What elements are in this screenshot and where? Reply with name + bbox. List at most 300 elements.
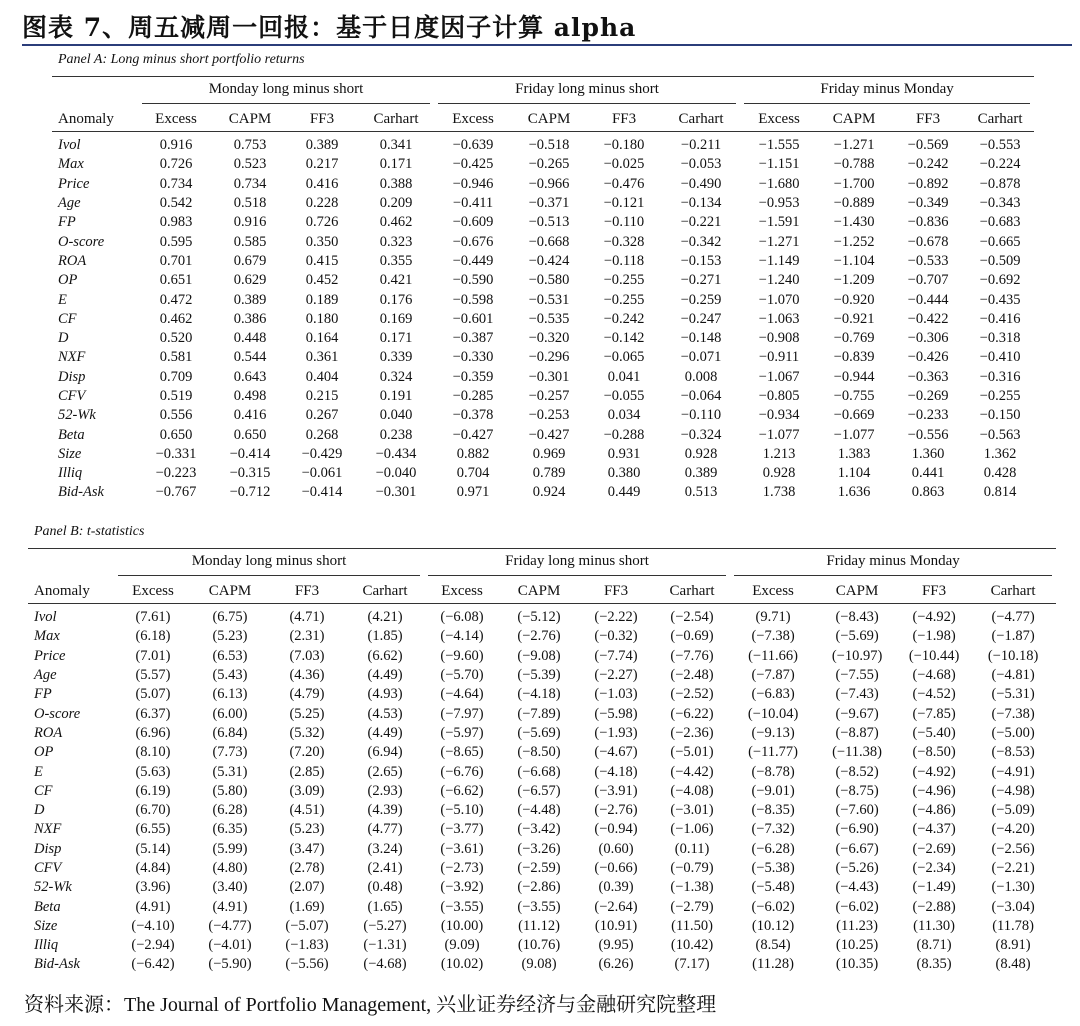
table-cell: −0.328 bbox=[603, 233, 645, 250]
table-cell: (5.25) bbox=[289, 705, 325, 722]
table-cell: (9.09) bbox=[444, 937, 480, 954]
table-cell: 0.753 bbox=[233, 137, 267, 154]
table-cell: −1.700 bbox=[833, 175, 875, 192]
table-cell: −1.151 bbox=[758, 156, 800, 173]
table-cell: (−4.37) bbox=[912, 821, 956, 838]
table-cell: (10.02) bbox=[440, 956, 484, 973]
table-cell: (−5.09) bbox=[991, 802, 1035, 819]
table-cell: (−0.79) bbox=[670, 860, 714, 876]
table-row bbox=[52, 425, 1034, 444]
table-row bbox=[28, 955, 1056, 974]
column-header: Excess bbox=[434, 107, 512, 132]
table-cell: −1.271 bbox=[833, 137, 875, 154]
table-cell: −0.836 bbox=[907, 214, 949, 231]
table-cell: −0.061 bbox=[301, 465, 343, 482]
table-cell: (−3.01) bbox=[670, 802, 714, 819]
anomaly-label: NXF bbox=[34, 821, 62, 838]
table-cell: −0.946 bbox=[452, 175, 494, 192]
table-cell: −0.259 bbox=[680, 291, 722, 308]
panel-a-group-row bbox=[52, 77, 1034, 108]
table-cell: −0.180 bbox=[603, 137, 645, 154]
table-cell: (3.24) bbox=[367, 840, 403, 857]
table-cell: (−5.98) bbox=[594, 705, 638, 722]
panel-a-title: Panel A: Long minus short portfolio returns bbox=[58, 52, 305, 67]
table-cell: (0.60) bbox=[598, 840, 634, 857]
column-header: Excess bbox=[138, 107, 214, 132]
anomaly-label: D bbox=[58, 330, 69, 347]
table-cell: (−2.76) bbox=[594, 802, 638, 819]
table-cell: (−4.64) bbox=[440, 686, 484, 703]
table-cell: 0.519 bbox=[159, 388, 193, 404]
table-cell: (−5.90) bbox=[208, 956, 252, 973]
table-cell: (6.96) bbox=[135, 724, 171, 741]
table-cell: (2.31) bbox=[289, 628, 325, 645]
table-cell: (−0.32) bbox=[594, 628, 638, 645]
table-row bbox=[28, 647, 1056, 666]
table-cell: 0.452 bbox=[305, 272, 339, 289]
anomaly-label: Max bbox=[34, 628, 60, 645]
table-cell: (−6.90) bbox=[835, 821, 879, 838]
table-cell: −0.944 bbox=[833, 368, 875, 385]
table-cell: 0.462 bbox=[159, 310, 193, 327]
table-cell: (7.03) bbox=[289, 647, 325, 664]
table-cell: (−2.79) bbox=[670, 898, 714, 915]
anomaly-label: CF bbox=[58, 310, 77, 327]
table-cell: 0.472 bbox=[159, 291, 193, 308]
table-cell: 0.650 bbox=[233, 426, 267, 443]
table-cell: 0.421 bbox=[379, 272, 413, 289]
table-cell: (5.14) bbox=[135, 840, 171, 857]
table-cell: (−4.98) bbox=[991, 782, 1035, 799]
anomaly-label: D bbox=[34, 802, 45, 819]
table-cell: −0.142 bbox=[603, 330, 645, 347]
panel-a bbox=[52, 52, 1034, 503]
table-cell: (−5.40) bbox=[912, 724, 956, 741]
table-cell: (−2.22) bbox=[594, 609, 638, 626]
table-cell: 0.462 bbox=[379, 214, 413, 231]
table-cell: −0.055 bbox=[603, 388, 645, 404]
column-header: CAPM bbox=[512, 107, 586, 132]
table-cell: (4.77) bbox=[367, 821, 403, 838]
table-cell: (8.10) bbox=[135, 744, 171, 761]
table-cell: −0.040 bbox=[375, 465, 417, 482]
table-cell: (11.78) bbox=[992, 917, 1034, 934]
table-cell: −0.518 bbox=[528, 137, 570, 154]
table-cell: 0.388 bbox=[379, 175, 413, 192]
table-cell: 0.734 bbox=[233, 175, 267, 192]
table-cell: (5.32) bbox=[289, 724, 325, 741]
table-cell: (−11.66) bbox=[748, 647, 798, 664]
table-cell: (10.12) bbox=[751, 917, 795, 934]
table-cell: (−10.97) bbox=[831, 647, 883, 664]
table-cell: −0.150 bbox=[979, 407, 1021, 424]
table-cell: −0.908 bbox=[758, 330, 800, 347]
table-cell: (−8.43) bbox=[835, 609, 879, 626]
table-cell: (−7.38) bbox=[991, 705, 1035, 722]
column-header: Carhart bbox=[966, 107, 1034, 132]
table-row bbox=[28, 685, 1056, 704]
anomaly-label: Price bbox=[58, 175, 90, 192]
table-row bbox=[52, 132, 1034, 156]
table-cell: −0.242 bbox=[907, 156, 949, 173]
column-header: CAPM bbox=[214, 107, 286, 132]
table-cell: (−5.27) bbox=[363, 917, 407, 934]
table-cell: (−5.31) bbox=[991, 686, 1035, 703]
column-header: Anomaly bbox=[52, 107, 138, 132]
table-cell: −0.580 bbox=[528, 272, 570, 289]
table-cell: (−1.87) bbox=[991, 628, 1035, 645]
table-cell: −1.070 bbox=[758, 291, 800, 308]
table-cell: (−5.97) bbox=[440, 724, 484, 741]
table-cell: (−2.54) bbox=[670, 609, 714, 626]
table-cell: (−5.07) bbox=[285, 917, 329, 934]
anomaly-label: FP bbox=[34, 686, 52, 703]
anomaly-label: Ivol bbox=[58, 137, 81, 154]
title-rule bbox=[22, 44, 1072, 46]
table-cell: (11.28) bbox=[752, 956, 794, 973]
table-cell: (−9.08) bbox=[517, 647, 561, 664]
table-cell: 0.448 bbox=[233, 330, 267, 347]
panel-a-group-label: Friday long minus short bbox=[434, 77, 740, 108]
column-header: FF3 bbox=[890, 107, 966, 132]
table-cell: (−4.48) bbox=[517, 802, 561, 819]
table-cell: −0.025 bbox=[603, 156, 645, 173]
table-cell: (−6.02) bbox=[751, 898, 795, 915]
table-cell: 1.104 bbox=[837, 465, 871, 482]
column-header: Anomaly bbox=[28, 579, 114, 604]
table-cell: (−5.00) bbox=[991, 724, 1035, 741]
anomaly-label: Illiq bbox=[34, 937, 59, 954]
table-cell: 0.386 bbox=[233, 310, 267, 327]
table-cell: 1.360 bbox=[911, 445, 945, 462]
column-header: CAPM bbox=[192, 579, 268, 604]
column-header: Carhart bbox=[970, 579, 1056, 604]
table-cell: (−6.68) bbox=[517, 763, 561, 780]
table-cell: (−4.91) bbox=[991, 763, 1035, 780]
table-row bbox=[28, 743, 1056, 762]
table-cell: (−7.43) bbox=[835, 686, 879, 703]
anomaly-label: Age bbox=[34, 667, 57, 684]
table-cell: (−3.42) bbox=[517, 821, 561, 838]
table-cell: (8.35) bbox=[916, 956, 952, 973]
table-row bbox=[52, 252, 1034, 271]
table-cell: (−5.38) bbox=[751, 860, 795, 876]
table-row bbox=[28, 936, 1056, 955]
table-cell: (−8.65) bbox=[440, 744, 484, 761]
table-cell: (5.23) bbox=[212, 628, 248, 645]
table-cell: −0.435 bbox=[979, 291, 1021, 308]
table-cell: −0.535 bbox=[528, 310, 570, 327]
table-cell: (−3.55) bbox=[517, 898, 561, 915]
table-cell: (7.73) bbox=[212, 744, 248, 761]
table-cell: −0.110 bbox=[603, 214, 645, 231]
table-cell: (−8.75) bbox=[835, 782, 879, 799]
table-cell: −0.269 bbox=[907, 388, 949, 404]
table-cell: 0.416 bbox=[233, 407, 267, 424]
table-cell: (8.48) bbox=[995, 956, 1031, 973]
table-cell: −0.416 bbox=[979, 310, 1021, 327]
table-cell: (−4.92) bbox=[912, 763, 956, 780]
table-cell: (6.84) bbox=[212, 724, 248, 741]
table-cell: (−4.52) bbox=[912, 686, 956, 703]
table-cell: (6.19) bbox=[135, 782, 171, 799]
column-header: CAPM bbox=[500, 579, 578, 604]
table-cell: −0.296 bbox=[528, 349, 570, 366]
table-cell: −0.315 bbox=[229, 465, 271, 482]
table-cell: −0.414 bbox=[301, 484, 343, 501]
panel-a-body bbox=[52, 132, 1034, 503]
table-row bbox=[52, 483, 1034, 502]
table-cell: (−5.56) bbox=[285, 956, 329, 973]
table-cell: −0.148 bbox=[680, 330, 722, 347]
panel-b-body bbox=[28, 604, 1056, 975]
table-cell: (−2.88) bbox=[912, 898, 956, 915]
table-cell: (9.95) bbox=[598, 937, 634, 954]
table-cell: (6.37) bbox=[135, 705, 171, 722]
table-row bbox=[52, 329, 1034, 348]
table-cell: (4.91) bbox=[135, 898, 171, 915]
table-cell: (−4.77) bbox=[208, 917, 252, 934]
table-cell: 0.389 bbox=[305, 137, 339, 154]
table-cell: −0.921 bbox=[833, 310, 875, 327]
table-cell: 0.863 bbox=[911, 484, 945, 501]
table-cell: (4.39) bbox=[367, 802, 403, 819]
table-cell: (0.39) bbox=[598, 879, 634, 896]
table-cell: (9.08) bbox=[521, 956, 557, 973]
table-cell: (−2.21) bbox=[991, 860, 1035, 876]
table-cell: (−3.61) bbox=[440, 840, 484, 857]
table-cell: (−4.14) bbox=[440, 628, 484, 645]
table-cell: (−10.44) bbox=[908, 647, 960, 664]
table-cell: 0.034 bbox=[607, 407, 641, 424]
table-cell: (0.11) bbox=[674, 840, 710, 857]
table-cell: (−4.68) bbox=[363, 956, 407, 973]
table-cell: (4.53) bbox=[367, 705, 403, 722]
table-cell: (−8.53) bbox=[991, 744, 1035, 761]
table-cell: −1.240 bbox=[758, 272, 800, 289]
table-cell: (−8.35) bbox=[751, 802, 795, 819]
table-cell: (3.47) bbox=[289, 840, 325, 857]
table-cell: 0.416 bbox=[305, 175, 339, 192]
table-cell: 0.709 bbox=[159, 368, 193, 385]
anomaly-label: O-score bbox=[34, 705, 81, 722]
table-cell: (−4.20) bbox=[991, 821, 1035, 838]
table-cell: 0.191 bbox=[379, 388, 413, 404]
table-row bbox=[28, 704, 1056, 723]
table-row bbox=[28, 604, 1056, 628]
anomaly-label: ROA bbox=[58, 252, 87, 269]
table-cell: (−4.42) bbox=[670, 763, 714, 780]
table-cell: 0.882 bbox=[456, 445, 490, 462]
table-cell: (−1.38) bbox=[670, 879, 714, 896]
table-cell: −0.839 bbox=[833, 349, 875, 366]
table-cell: (−2.69) bbox=[912, 840, 956, 857]
table-cell: (7.61) bbox=[135, 609, 171, 626]
table-cell: 0.983 bbox=[159, 214, 193, 231]
table-cell: −0.410 bbox=[979, 349, 1021, 366]
table-cell: 0.928 bbox=[684, 445, 718, 462]
table-cell: (−7.89) bbox=[517, 705, 561, 722]
table-cell: 0.324 bbox=[379, 368, 413, 385]
table-cell: (10.42) bbox=[670, 937, 714, 954]
table-row bbox=[28, 801, 1056, 820]
column-header: Carhart bbox=[358, 107, 434, 132]
table-cell: 0.217 bbox=[305, 156, 339, 173]
table-cell: (11.30) bbox=[913, 917, 955, 934]
table-cell: −0.590 bbox=[452, 272, 494, 289]
table-cell: −0.064 bbox=[680, 388, 722, 404]
table-cell: 0.341 bbox=[379, 137, 413, 154]
anomaly-label: Size bbox=[58, 445, 82, 462]
table-cell: (−4.96) bbox=[912, 782, 956, 799]
table-cell: (4.84) bbox=[135, 860, 171, 876]
table-cell: (8.91) bbox=[995, 937, 1031, 954]
table-cell: −0.683 bbox=[979, 214, 1021, 231]
table-cell: (6.53) bbox=[212, 647, 248, 664]
table-cell: 0.215 bbox=[305, 388, 339, 404]
table-cell: (11.23) bbox=[836, 917, 878, 934]
table-cell: (2.41) bbox=[367, 860, 403, 876]
table-cell: (6.13) bbox=[212, 686, 248, 703]
table-cell: (5.63) bbox=[135, 763, 171, 780]
panel-b-group-label: Friday minus Monday bbox=[730, 549, 1056, 580]
table-cell: −0.331 bbox=[155, 445, 197, 462]
table-cell: −0.301 bbox=[375, 484, 417, 501]
table-cell: −0.271 bbox=[680, 272, 722, 289]
table-cell: (−3.55) bbox=[440, 898, 484, 915]
table-cell: −0.320 bbox=[528, 330, 570, 347]
table-cell: −0.424 bbox=[528, 252, 570, 269]
anomaly-label: Beta bbox=[58, 426, 85, 443]
table-cell: 0.389 bbox=[684, 465, 718, 482]
table-cell: (10.35) bbox=[835, 956, 879, 973]
anomaly-label: Disp bbox=[58, 368, 86, 385]
table-cell: 1.383 bbox=[837, 445, 871, 462]
table-cell: −0.387 bbox=[452, 330, 494, 347]
table-cell: 0.008 bbox=[684, 368, 718, 385]
column-header: FF3 bbox=[898, 579, 970, 604]
table-cell: −0.449 bbox=[452, 252, 494, 269]
table-cell: (−3.91) bbox=[594, 782, 638, 799]
table-cell: −0.134 bbox=[680, 195, 722, 212]
table-cell: 1.362 bbox=[983, 445, 1017, 462]
table-cell: −0.669 bbox=[833, 407, 875, 424]
table-cell: −0.676 bbox=[452, 233, 494, 250]
table-cell: −0.911 bbox=[758, 349, 800, 366]
table-cell: (−1.03) bbox=[594, 686, 638, 703]
table-cell: (8.54) bbox=[755, 937, 791, 954]
table-cell: (−4.92) bbox=[912, 609, 956, 626]
table-cell: −0.118 bbox=[603, 252, 645, 269]
table-cell: (6.75) bbox=[212, 609, 248, 626]
table-cell: (−3.26) bbox=[517, 840, 561, 857]
table-cell: −0.767 bbox=[155, 484, 197, 501]
table-cell: (−2.86) bbox=[517, 879, 561, 896]
table-cell: (6.26) bbox=[598, 956, 634, 973]
panel-b-table bbox=[28, 548, 1056, 975]
table-cell: −0.301 bbox=[528, 368, 570, 385]
table-cell: 0.629 bbox=[233, 272, 267, 289]
table-cell: (−7.85) bbox=[912, 705, 956, 722]
table-cell: (1.85) bbox=[367, 628, 403, 645]
table-cell: (−9.67) bbox=[835, 705, 879, 722]
table-cell: −0.668 bbox=[528, 233, 570, 250]
table-cell: (−4.01) bbox=[208, 937, 252, 954]
table-row bbox=[52, 194, 1034, 213]
table-cell: (3.40) bbox=[212, 879, 248, 896]
table-row bbox=[52, 213, 1034, 232]
table-cell: 0.518 bbox=[233, 195, 267, 212]
column-header: Excess bbox=[114, 579, 192, 604]
table-cell: 0.355 bbox=[379, 252, 413, 269]
table-cell: −0.343 bbox=[979, 195, 1021, 212]
table-row bbox=[28, 724, 1056, 743]
table-cell: (−10.18) bbox=[987, 647, 1039, 664]
table-cell: 0.267 bbox=[305, 407, 339, 424]
table-cell: −0.153 bbox=[680, 252, 722, 269]
table-cell: (−4.18) bbox=[594, 763, 638, 780]
table-cell: −0.920 bbox=[833, 291, 875, 308]
table-cell: (6.00) bbox=[212, 705, 248, 722]
table-cell: −1.209 bbox=[833, 272, 875, 289]
table-cell: 0.169 bbox=[379, 310, 413, 327]
table-cell: 0.643 bbox=[233, 368, 267, 385]
panel-b-group-label: Friday long minus short bbox=[424, 549, 730, 580]
table-cell: (7.01) bbox=[135, 647, 171, 664]
table-cell: (10.00) bbox=[440, 917, 484, 934]
table-cell: −0.255 bbox=[603, 272, 645, 289]
table-cell: −0.316 bbox=[979, 368, 1021, 385]
table-cell: (−6.42) bbox=[131, 956, 175, 973]
column-header: FF3 bbox=[578, 579, 654, 604]
table-cell: 0.704 bbox=[456, 465, 490, 482]
table-cell: (−2.36) bbox=[670, 724, 714, 741]
table-cell: (−6.22) bbox=[670, 705, 714, 722]
table-cell: −0.330 bbox=[452, 349, 494, 366]
table-cell: 0.523 bbox=[233, 156, 267, 173]
table-cell: 0.814 bbox=[983, 484, 1017, 501]
table-cell: (−1.31) bbox=[363, 937, 407, 954]
table-cell: −0.769 bbox=[833, 330, 875, 347]
table-cell: (−5.26) bbox=[835, 860, 879, 876]
table-cell: −0.444 bbox=[907, 291, 949, 308]
table-cell: −0.476 bbox=[603, 175, 645, 192]
table-cell: −0.257 bbox=[528, 388, 570, 404]
table-cell: (−4.43) bbox=[835, 879, 879, 896]
table-cell: −0.934 bbox=[758, 407, 800, 424]
table-cell: (−4.08) bbox=[670, 782, 714, 799]
table-cell: (4.51) bbox=[289, 802, 325, 819]
table-cell: 0.701 bbox=[159, 252, 193, 269]
panel-a-column-header-row bbox=[52, 107, 1034, 132]
table-cell: (6.35) bbox=[212, 821, 248, 838]
table-cell: −0.211 bbox=[680, 137, 722, 154]
table-cell: (−1.93) bbox=[594, 724, 638, 741]
table-cell: (−2.56) bbox=[991, 840, 1035, 857]
table-cell: (10.91) bbox=[594, 917, 638, 934]
table-row bbox=[28, 666, 1056, 685]
anomaly-label: CFV bbox=[58, 388, 86, 404]
table-cell: −0.371 bbox=[528, 195, 570, 212]
table-row bbox=[52, 445, 1034, 464]
table-cell: 0.441 bbox=[911, 465, 945, 482]
table-cell: 0.726 bbox=[159, 156, 193, 173]
table-cell: −0.224 bbox=[979, 156, 1021, 173]
table-cell: 0.180 bbox=[305, 310, 339, 327]
table-cell: −1.271 bbox=[758, 233, 800, 250]
table-cell: −0.378 bbox=[452, 407, 494, 424]
table-cell: −0.598 bbox=[452, 291, 494, 308]
